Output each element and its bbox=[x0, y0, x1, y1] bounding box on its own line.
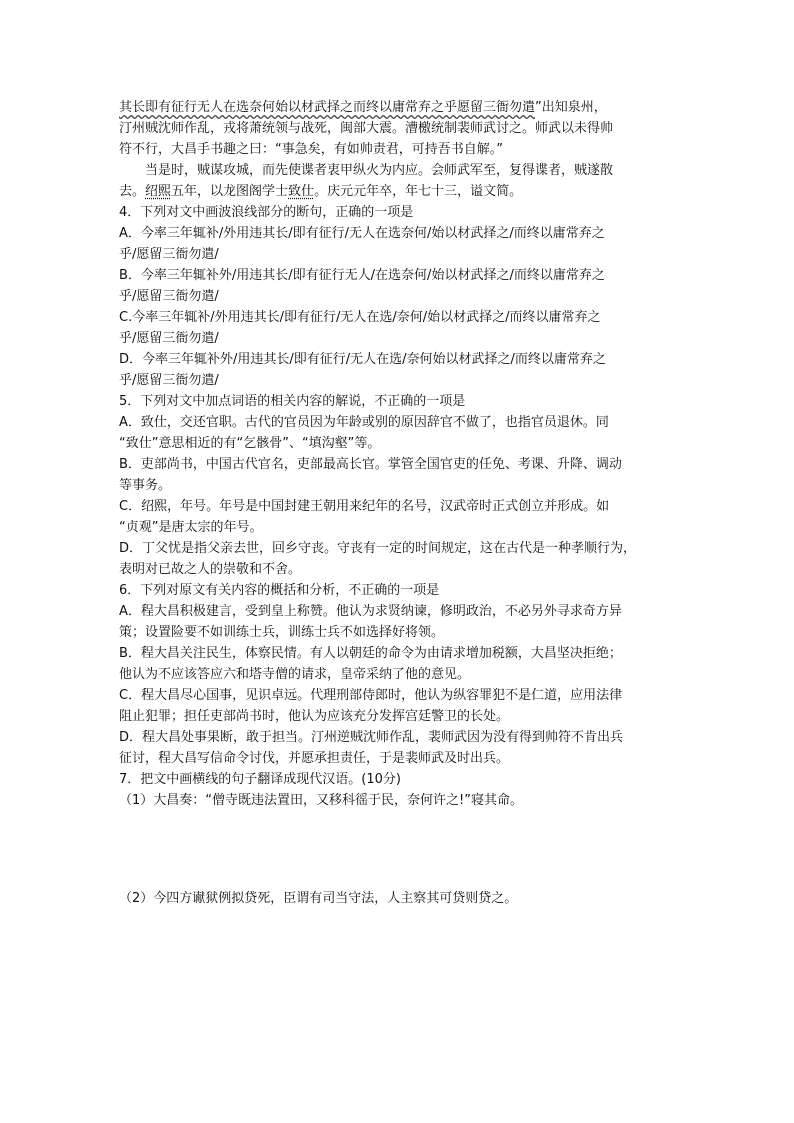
passage-line bbox=[119, 181, 681, 202]
dotted-term: 致仕 bbox=[288, 184, 315, 199]
q6-option-a: A．程大昌积极建言，受到皇上称赞。他认为求贤纳谏，修明政治，不必另外寻求奇方异 bbox=[119, 604, 622, 619]
passage-line: 符不行，大昌手书趣之曰：“事急矣，有如帅责君，可持吾书自解。” bbox=[119, 142, 503, 157]
question-7-stem: 7．把文中画横线的句子翻译成现代汉语。(10分) bbox=[119, 772, 401, 787]
q5-option-d: D．丁父忧是指父亲去世，回乡守丧。守丧有一定的时间规定，这在古代是一种孝顺行为， bbox=[119, 541, 637, 556]
q5-option-c-cont: “贞观”是唐太宗的年号。 bbox=[119, 520, 263, 535]
q4-option-a: A．今率三年辄补/外用违其长/即有征行/无人在选奈何/始以材武择之/而终以庸常弃之 bbox=[119, 226, 605, 241]
q5-option-b-cont: 等事务。 bbox=[119, 478, 172, 493]
q5-option-d-cont: 表明对已故之人的崇敬和不舍。 bbox=[119, 562, 302, 577]
q5-option-b: B．吏部尚书，中国古代官名，吏部最高长官。掌管全国官吏的任免、考课、升降、调动 bbox=[119, 457, 622, 472]
q5-option-a-cont: “致仕”意思相近的有“乞骸骨”、“填沟壑”等。 bbox=[119, 436, 381, 451]
question-4-stem: 4．下列对文中画波浪线部分的断句，正确的一项是 bbox=[119, 205, 414, 220]
q4-option-d-cont: 乎/愿留三衙勿遣/ bbox=[119, 373, 219, 388]
q6-option-c-cont: 阻止犯罪；担任吏部尚书时，他认为应该充分发挥宫廷警卫的长处。 bbox=[119, 709, 510, 724]
q6-option-b: B．程大昌关注民生，体察民情。有人以朝廷的命令为由请求增加税额，大昌坚决拒绝； bbox=[119, 646, 622, 661]
wavy-underlined-text: 其长即有征行无人在选奈何始以材武择之而终以庸常弃之乎愿留三衙勿遣 bbox=[119, 100, 536, 115]
q6-option-b-cont: 他认为不应该答应六和塔寺僧的请求，皇帝采纳了他的意见。 bbox=[119, 667, 471, 682]
passage-text: 去。 bbox=[119, 184, 146, 199]
q6-option-a-cont: 策；设置险要不如训练士兵，训练士兵不如选择好将领。 bbox=[119, 625, 445, 640]
q7-sentence-2: （2）今四方谳狱例拟贷死，臣谓有司当守法，人主察其可贷则贷之。 bbox=[119, 891, 518, 906]
dotted-term: 绍熙 bbox=[145, 184, 172, 199]
passage-text: 五年，以龙图阁学士 bbox=[171, 184, 289, 199]
document-body bbox=[119, 97, 681, 811]
q4-option-a-cont: 乎/愿留三衙勿遣/ bbox=[119, 247, 219, 262]
passage-text: ”出知泉州， bbox=[535, 100, 607, 115]
q4-option-b: B．今率三年辄补外/用违其长/即有征行无人/在选奈何/始以材武择之/而终以庸常弃之 bbox=[119, 268, 605, 283]
passage-line bbox=[119, 97, 681, 118]
q4-option-d: D．今率三年辄补外/用违其长/即有征行/无人在选/奈何始以材武择之/而终以庸常弃之 bbox=[119, 352, 606, 367]
question-6-stem: 6．下列对原文有关内容的概括和分析，不正确的一项是 bbox=[119, 583, 440, 598]
q7-sentence-1: （1）大昌奏：“僧寺既违法置田，又移科徭于民，奈何许之!”寝其命。 bbox=[119, 793, 523, 808]
q6-option-d: D．程大昌处事果断，敢于担当。汀州逆贼沈师作乱，裴师武因为没有得到帅符不肯出兵 bbox=[119, 730, 624, 745]
q6-option-c: C．程大昌尽心国事，见识卓远。代理刑部侍郎时，他认为纵容罪犯不是仁道，应用法律 bbox=[119, 688, 623, 703]
q5-option-c: C．绍熙，年号。年号是中国封建王朝用来纪年的名号，汉武帝时正式创立并形成。如 bbox=[119, 499, 610, 514]
q4-option-c: C.今率三年辄补/外用违其长/即有征行/无人在选/奈何/始以材武择之/而终以庸常弃之 bbox=[119, 310, 601, 325]
passage-line: 汀州贼沈师作乱，戎将萧统领与战死，闽部大震。漕檄统制裴师武讨之。师武以未得帅 bbox=[119, 121, 614, 136]
passage-line: 当是时，贼谋攻城，而先使谍者衷甲纵火为内应。会师武军至，复得谍者，贼遂散 bbox=[145, 163, 614, 178]
q4-option-c-cont: 乎/愿留三衙勿遣/ bbox=[119, 331, 219, 346]
q5-option-a: A．致仕，交还官职。古代的官员因为年龄或别的原因辞官不做了，也指官员退休。同 bbox=[119, 415, 609, 430]
q4-option-b-cont: 乎/愿留三衙勿遣/ bbox=[119, 289, 219, 304]
passage-text: 。庆元元年卒，年七十三，谥文简。 bbox=[314, 184, 523, 199]
question-5-stem: 5．下列对文中加点词语的相关内容的解说，不正确的一项是 bbox=[119, 394, 466, 409]
q6-option-d-cont: 征讨，程大昌写信命令讨伐，并愿承担责任，于是裴师武及时出兵。 bbox=[119, 751, 510, 766]
